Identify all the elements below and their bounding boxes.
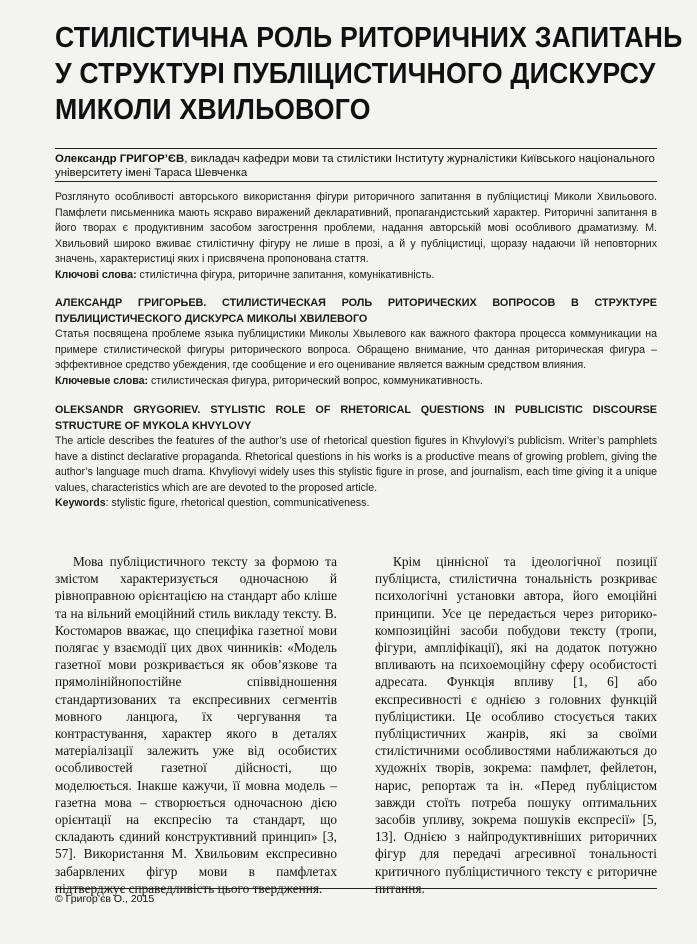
copyright-footer: © Григор’єв О., 2015	[55, 893, 155, 905]
abstract-en-text: The article describes the features of the author’s use of rhetorical question figures in Khvylovyi’s publicism. Writer’s pamphlets have a distinct declarative propaganda. Rhetorical questions in his works is a productive means of growing problem, giving the author’s language much drama. Khvyliovyi widely uses this stylistic figure in prose, and journalism, each time giving it a unique values, characteristics which are are devoted to the proposed article.	[55, 435, 657, 494]
abstract-ru-text: Статья посвящена проблеме языка публицистики Миколы Хвылевого как важного фактора процесса коммуникации на примере стилистической фигуры риторического вопроса. Обращено внимание, что данная риторическая фигура – эффективное средство убеждения, где сообщение и его оценивание является важным средством влияния.	[55, 328, 657, 371]
body-column-left	[55, 553, 337, 897]
author-affiliation: , викладач кафедри мови та стилістики Інституту журналістики Київського національного університету імені Тараса Шевченка	[55, 153, 655, 179]
abstract-ukrainian	[55, 190, 657, 283]
keywords-uk	[55, 268, 657, 284]
keywords-ru-label: Ключевые слова:	[55, 374, 149, 387]
abstract-english	[55, 403, 657, 512]
abstract-russian	[55, 296, 657, 389]
abstract-en-heading: OLEKSANDR GRYGORIEV. STYLISTIC ROLE OF RHETORICAL QUESTIONS IN PUBLICISTIC DISCOURSE STRUCTURE OF MYKOLA KHVYLOVY	[55, 404, 657, 432]
keywords-uk-list: стилістична фігура, риторичне запитання, комунікативність.	[136, 268, 435, 281]
abstract-ru-heading: АЛЕКСАНДР ГРИГОРЬЕВ. СТИЛИСТИЧЕСКАЯ РОЛЬ РИТОРИЧЕСКИХ ВОПРОСОВ В СТРУКТУРЕ ПУБЛИЦИСТИЧЕСКОГО ДИСКУРСА МИКОЛЫ ХВИЛЕВОГО	[55, 297, 657, 325]
keywords-en-label: Keywords	[55, 497, 106, 509]
title-line-2: У СТРУКТУРІ ПУБЛІЦИСТИЧНОГО ДИСКУРСУ	[55, 58, 656, 90]
title-line-1: СТИЛІСТИЧНА РОЛЬ РИТОРИЧНИХ ЗАПИТАНЬ	[55, 22, 683, 54]
keywords-uk-label: Ключові слова:	[55, 268, 137, 281]
title-rule	[55, 148, 657, 149]
title-line-3: МИКОЛИ ХВИЛЬОВОГО	[55, 94, 371, 126]
author-name: Олександр ГРИГОР’ЄВ	[55, 153, 185, 165]
body-paragraph-2: Крім ціннісної та ідеологічної позиції публіциста, стилістична тональність розкриває психологічні установки автора, його емоційні принципи. Усе це передається через риторико-композиційні засоби побудови тексту (тропи, фігури, ампліфікації), які на додаток потужно впливають на психоемоційну сферу особистості адресата. Функція впливу [1, 6] або експресивності є однією з головних функцій публіцистики. Це особливо стосується таких публіцистичних жанрів, які за своїми стилістичними особливостями наближаються до художніх творів, зокрема: памфлет, фейлетон, нарис, репортаж та ін. «Перед публіцистом завжди стоїть потреба пошуку оптимальних засобів упливу, зокрема пошуків експресії» [5, 13]. Однією з найпродуктивніших риторичних фігур для передачі агресивної тональності критичного публіцистичного тексту є риторичне питання.	[375, 554, 657, 896]
abstract-uk-text: Розглянуто особливості авторського використання фігури риторичного запитання в публіцистиці Миколи Хвильового. Памфлети письменника мають яскраво виражений декларативний, пропагандистський характер. Риторичні запитання в його творах є продуктивним засобом загострення проблеми, надання авторській мові особливого драматизму. М. Хвильовий широко вживає стилістичну фігуру не лише в прозі, а й у публіцистиці, щоразу надаючи їй неповторних значень, характеристиці яких і присвячена пропонована стаття.	[55, 191, 657, 265]
footer-rule	[55, 888, 657, 889]
keywords-en	[55, 496, 657, 512]
body-column-right	[375, 553, 657, 897]
body-paragraph-1: Мова публіцистичного тексту за формою та змістом характеризується одночасною й рівноправною орієнтацією на стандарт або кліше та на вільний емоційний стиль викладу тексту. В. Костомаров вважає, що специфіка газетної мови полягає у взаємодії цих двох чинників: «Модель газетної мови розкривається як обов’язкове та прямолінійнопостійне співвідношення стандартизованих та експресивних сегментів мовного ланцюга, їх чергування та контрастування, характер якого в деталях матеріалізації залежить уже від особистих особливостей газетної дійсності, що моделюється. Інакше кажучи, її мовна модель – газетна мова – створюється одночасною дією орієнтації на експресію та стандарт, що складають єдиний конструктивний принцип» [3, 57]. Використання М. Хвильовим експресивно забарвлених фігур мови в памфлетах підтверджує справедливість цього твердження.	[55, 554, 337, 896]
keywords-ru-list: стилистическая фигура, риторический вопрос, коммуникативность.	[148, 374, 483, 387]
author-rule	[55, 181, 657, 182]
article-title	[55, 20, 683, 128]
keywords-ru	[55, 374, 657, 390]
author-line	[55, 152, 657, 180]
keywords-en-list: : stylistic figure, rhetorical question, communicativeness.	[105, 497, 370, 509]
